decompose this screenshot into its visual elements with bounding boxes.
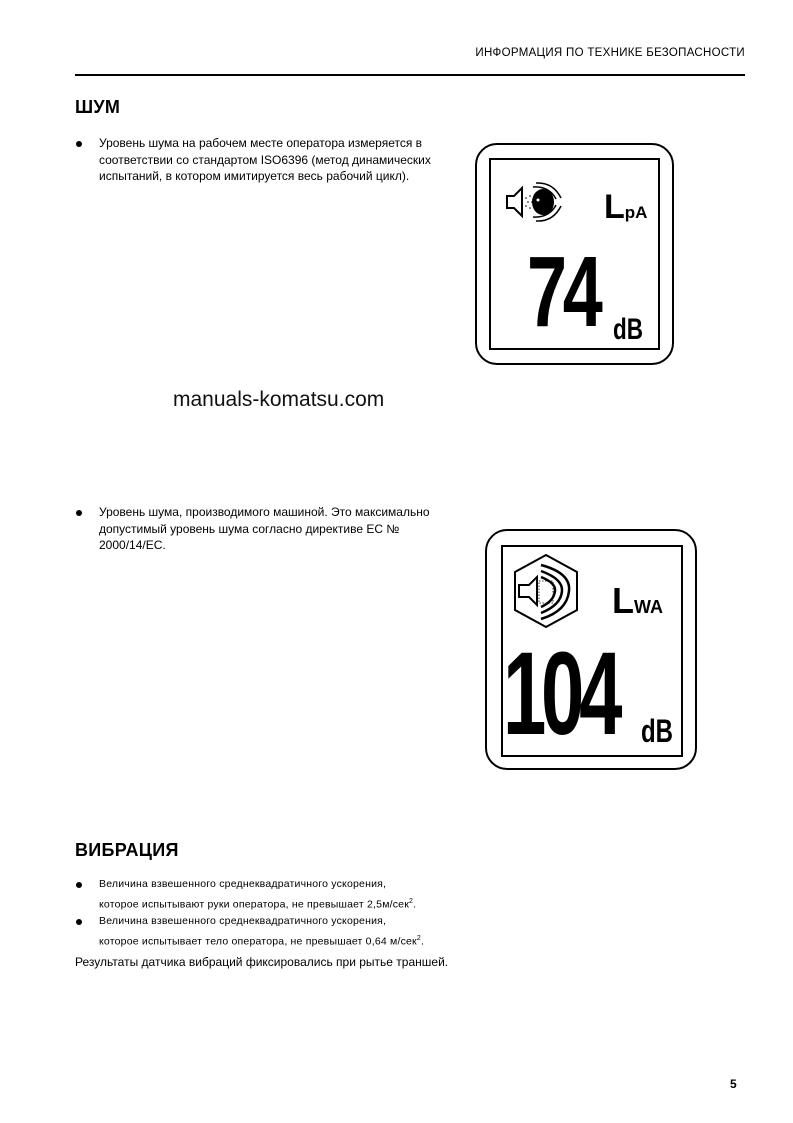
running-header: ИНФОРМАЦИЯ ПО ТЕХНИКЕ БЕЗОПАСНОСТИ xyxy=(475,47,745,59)
bullet-icon xyxy=(75,876,99,914)
speaker-head-sound-icon xyxy=(505,178,567,226)
bullet-text: Величина взвешенного среднеквадратичного ускорения, которое испытывают руки оператора, не превышает 2,5м/сек$^2$. xyxy=(99,878,417,911)
page-number: 5 xyxy=(730,1077,737,1091)
bullet-text: Уровень шума на рабочем месте оператора измеряется в соответствии со стандартом ISO6396 (метод динамических испытаний, в котором имитируется весь рабочий цикл). xyxy=(99,136,431,183)
section-title-noise: ШУМ xyxy=(75,97,121,117)
noise-bullet-machine xyxy=(75,504,460,554)
watermark-text: manuals-komatsu.com xyxy=(173,388,385,411)
hexagon-speaker-sound-icon xyxy=(511,553,581,629)
bullet-icon xyxy=(75,135,99,185)
sign-frame xyxy=(489,158,660,350)
sign-frame xyxy=(501,545,683,760)
noise-sign-lwa xyxy=(485,529,697,770)
noise-sign-lpa xyxy=(475,143,674,365)
bullet-text: Величина взвешенного среднеквадратичного ускорения, которое испытывает тело оператора, не превышает 0,64 м/сек$^2$. xyxy=(99,915,425,948)
lwa-unit: dB xyxy=(641,713,673,749)
lpa-unit: dB xyxy=(613,313,643,346)
lwa-label: LWA xyxy=(612,580,663,621)
section-title-vibration: ВИБРАЦИЯ xyxy=(75,840,179,860)
bullet-text: Уровень шума, производимого машиной. Это максимально допустимый уровень шума согласно директиве EC № 2000/14/EC. xyxy=(99,505,430,552)
lpa-value: 74 xyxy=(527,236,599,348)
lwa-value: 104 xyxy=(503,628,618,760)
vibration-bullet-body xyxy=(75,913,475,951)
noise-bullet-operator xyxy=(75,135,460,185)
lpa-label: LpA xyxy=(604,188,648,226)
bullet-icon xyxy=(75,504,99,554)
vibration-bullet-hands xyxy=(75,876,475,914)
vibration-note: Результаты датчика вибраций фиксировались при рытье траншей. xyxy=(75,955,449,969)
header-rule xyxy=(75,74,745,76)
bullet-icon xyxy=(75,913,99,951)
